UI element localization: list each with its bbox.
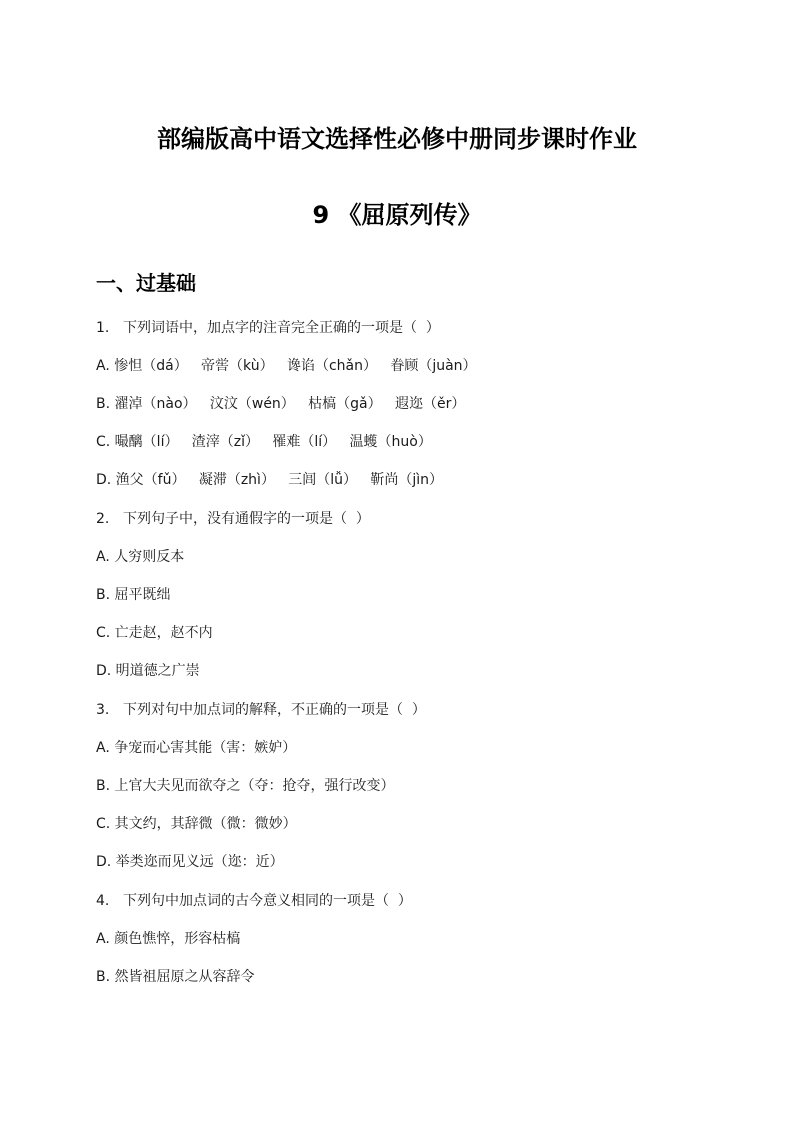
document-title: 部编版高中语文选择性必修中册同步课时作业 <box>157 125 637 153</box>
question-text: 下列对句中加点词的解释，不正确的一项是（ ） <box>123 702 426 718</box>
document-subtitle: 9 《屈原列传》 <box>312 201 482 229</box>
question-2-option-c: C. 亡走赵，赵不内 <box>96 625 213 641</box>
question-3-option-c: C. 其文约，其辞微（微：微妙） <box>96 816 297 832</box>
question-2-option-a: A. 人穷则反本 <box>96 549 185 565</box>
question-number: 2. <box>96 511 110 527</box>
question-4-option-a: A. 颜色憔悴，形容枯槁 <box>96 931 241 947</box>
question-1-stem <box>96 318 440 338</box>
question-1-option-c: C. 嘬醨（lí） 渣滓（zǐ） 罹难（lí） 温蠖（huò） <box>96 434 432 450</box>
question-3-stem <box>96 700 426 720</box>
question-number: 4. <box>96 893 110 909</box>
question-3-option-b: B. 上官大夫见而欲夺之（夺：抢夺，强行改变） <box>96 778 395 794</box>
question-text: 下列句子中，没有通假字的一项是（ ） <box>123 511 370 527</box>
question-1-option-b: B. 濯淖（nào） 汶汶（wén） 枯槁（gǎ） 遐迩（ěr） <box>96 396 466 412</box>
question-1-option-d: D. 渔父（fǔ） 凝滞（zhì） 三闾（lǚ） 靳尚（jìn） <box>96 472 444 488</box>
question-number: 3. <box>96 702 110 718</box>
question-2-option-b: B. 屈平既绌 <box>96 587 171 603</box>
question-number: 1. <box>96 320 110 336</box>
question-4-option-b: B. 然皆祖屈原之从容辞令 <box>96 969 255 985</box>
question-text: 下列句中加点词的古今意义相同的一项是（ ） <box>123 893 412 909</box>
question-4-stem <box>96 891 412 911</box>
question-3-option-a: A. 争宠而心害其能（害：嫉妒） <box>96 740 297 756</box>
question-3-option-d: D. 举类迩而见义远（迩：近） <box>96 854 284 870</box>
question-2-stem <box>96 509 370 529</box>
question-text: 下列词语中，加点字的注音完全正确的一项是（ ） <box>123 320 440 336</box>
question-2-option-d: D. 明道德之广崇 <box>96 663 200 679</box>
question-1-option-a: A. 惨怛（dá） 帝喾（kù） 谗谄（chǎn） 眷顾（juàn） <box>96 358 477 374</box>
section-heading: 一、过基础 <box>96 271 196 295</box>
